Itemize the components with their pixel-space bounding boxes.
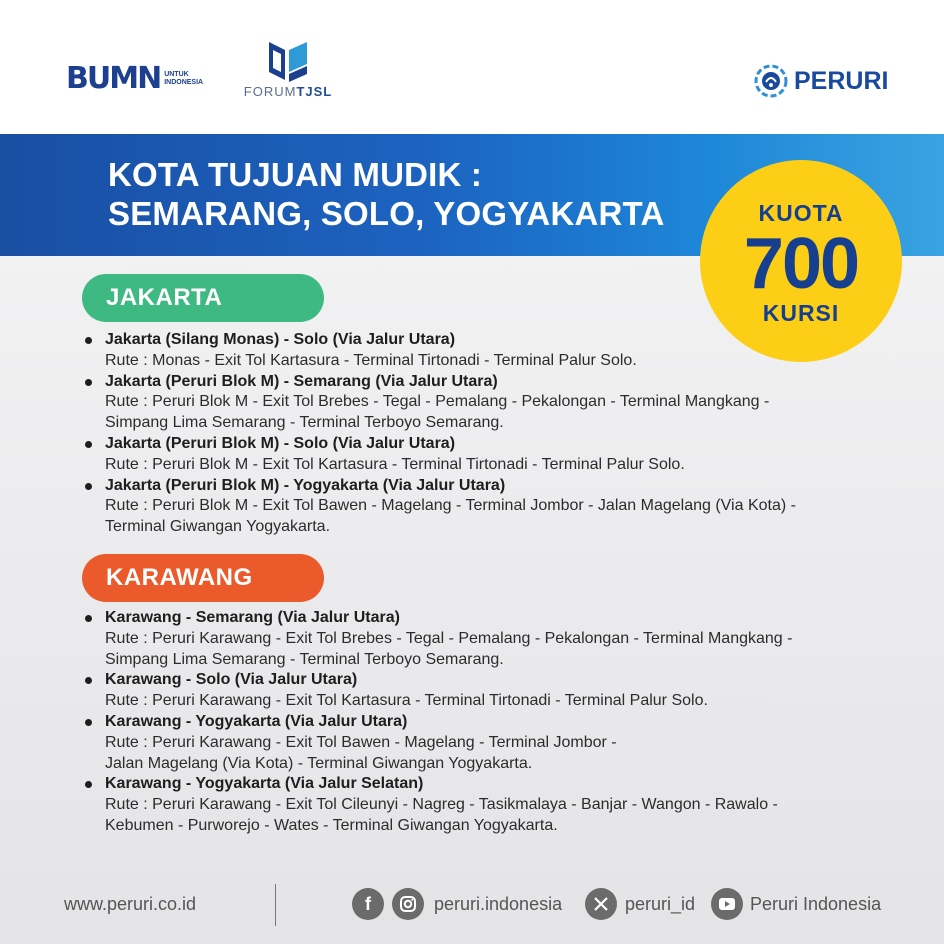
route-title: Jakarta (Peruri Blok M) - Solo (Via Jalur Utara): [105, 434, 456, 452]
bumn-logo-tagline: [164, 71, 214, 87]
bullet-icon: [85, 677, 92, 684]
peruri-logo: [754, 64, 888, 98]
instagram-handle[interactable]: peruri.indonesia: [434, 893, 563, 914]
bumn-tagline-line2: INDONESIA: [164, 79, 204, 86]
header-bar: [0, 0, 944, 134]
forum-tjsl-text: [238, 84, 338, 99]
list-item: [84, 434, 796, 476]
banner-title-line1: KOTA TUJUAN MUDIK :: [108, 156, 483, 193]
route-detail: Rute : Peruri Karawang - Exit Tol Cileunyi - Nagreg - Tasikmalaya - Banjar - Wangon - Rawalo - Kebumen - Purworejo - Wates - Terminal Giwangan Yogyakarta.: [105, 796, 778, 834]
social-x[interactable]: [585, 888, 695, 920]
x-icon[interactable]: [585, 888, 617, 920]
route-title: Karawang - Solo (Via Jalur Utara): [105, 671, 358, 689]
bullet-icon: [85, 337, 92, 344]
peruri-logo-text: PERURI: [794, 66, 889, 95]
route-detail: Rute : Peruri Blok M - Exit Tol Kartasura - Terminal Tirtonadi - Terminal Palur Solo.: [105, 455, 685, 473]
quota-unit: KURSI: [762, 300, 840, 326]
route-title: Karawang - Yogyakarta (Via Jalur Utara): [105, 712, 408, 730]
route-title: Karawang - Yogyakarta (Via Jalur Selatan): [105, 775, 424, 793]
bullet-icon: [85, 379, 92, 386]
facebook-icon[interactable]: f: [352, 888, 384, 920]
route-title: Jakarta (Peruri Blok M) - Yogyakarta (Via Jalur Utara): [105, 476, 506, 494]
list-item: [84, 774, 792, 836]
footer-divider: [275, 884, 276, 926]
peruri-emblem-icon: [754, 64, 788, 98]
social-youtube[interactable]: [711, 888, 881, 920]
jakarta-route-list: [84, 330, 796, 538]
bullet-icon: [85, 781, 92, 788]
route-detail: Rute : Peruri Blok M - Exit Tol Bawen - Magelang - Terminal Jombor - Jalan Magelang (Via Kota) - Terminal Giwangan Yogyakarta.: [105, 497, 796, 536]
route-title: Jakarta (Peruri Blok M) - Semarang (Via Jalur Utara): [105, 372, 498, 390]
bumn-logo-text: BUMN: [66, 61, 161, 96]
website-link[interactable]: www.peruri.co.id: [64, 894, 197, 914]
route-detail: Rute : Peruri Karawang - Exit Tol Kartasura - Terminal Tirtonadi - Terminal Palur Solo.: [105, 692, 708, 710]
list-item: [84, 670, 792, 712]
list-item: [84, 608, 792, 670]
route-detail: Rute : Monas - Exit Tol Kartasura - Terminal Tirtonadi - Terminal Palur Solo.: [105, 351, 637, 369]
forum-text: FORUM: [243, 84, 297, 99]
section-heading-karawang: KARAWANG: [82, 554, 324, 602]
bullet-icon: [85, 441, 92, 448]
list-item: [84, 372, 796, 434]
bullet-icon: [85, 483, 92, 490]
karawang-route-list: [84, 608, 792, 837]
social-facebook-instagram[interactable]: [352, 888, 562, 920]
section-heading-jakarta: JAKARTA: [82, 274, 324, 322]
route-detail: Rute : Peruri Blok M - Exit Tol Brebes - Tegal - Pemalang - Pekalongan - Terminal Mangkang - Simpang Lima Semarang - Terminal Terboyo Semarang.: [105, 393, 770, 432]
banner-title-line2: SEMARANG, SOLO, YOGYAKARTA: [108, 195, 665, 232]
forum-tjsl-logo: [238, 40, 338, 99]
list-item: [84, 712, 792, 774]
route-title: Jakarta (Silang Monas) - Solo (Via Jalur Utara): [105, 331, 456, 348]
footer: [0, 880, 944, 928]
quota-number: 700: [743, 224, 859, 304]
youtube-icon[interactable]: [711, 888, 743, 920]
bumn-tagline-line1: UNTUK: [164, 71, 189, 78]
instagram-icon[interactable]: [392, 888, 424, 920]
bumn-logo: [66, 61, 214, 96]
bullet-icon: [85, 719, 92, 726]
forum-tjsl-mark-icon: [263, 40, 313, 82]
tjsl-text: TJSL: [296, 84, 333, 99]
youtube-channel[interactable]: Peruri Indonesia: [750, 893, 882, 914]
list-item: [84, 330, 796, 372]
x-handle[interactable]: peruri_id: [625, 893, 696, 914]
route-detail: Rute : Peruri Karawang - Exit Tol Bawen - Magelang - Terminal Jombor - Jalan Magelang (Via Kota) - Terminal Giwangan Yogyakarta.: [105, 733, 617, 772]
route-detail: Rute : Peruri Karawang - Exit Tol Brebes - Tegal - Pemalang - Pekalongan - Terminal Mangkang - Simpang Lima Semarang - Terminal Terboyo Semarang.: [105, 629, 793, 668]
list-item: [84, 476, 796, 538]
quota-label: KUOTA: [758, 200, 844, 226]
bullet-icon: [85, 615, 92, 622]
route-title: Karawang - Semarang (Via Jalur Utara): [105, 609, 400, 626]
